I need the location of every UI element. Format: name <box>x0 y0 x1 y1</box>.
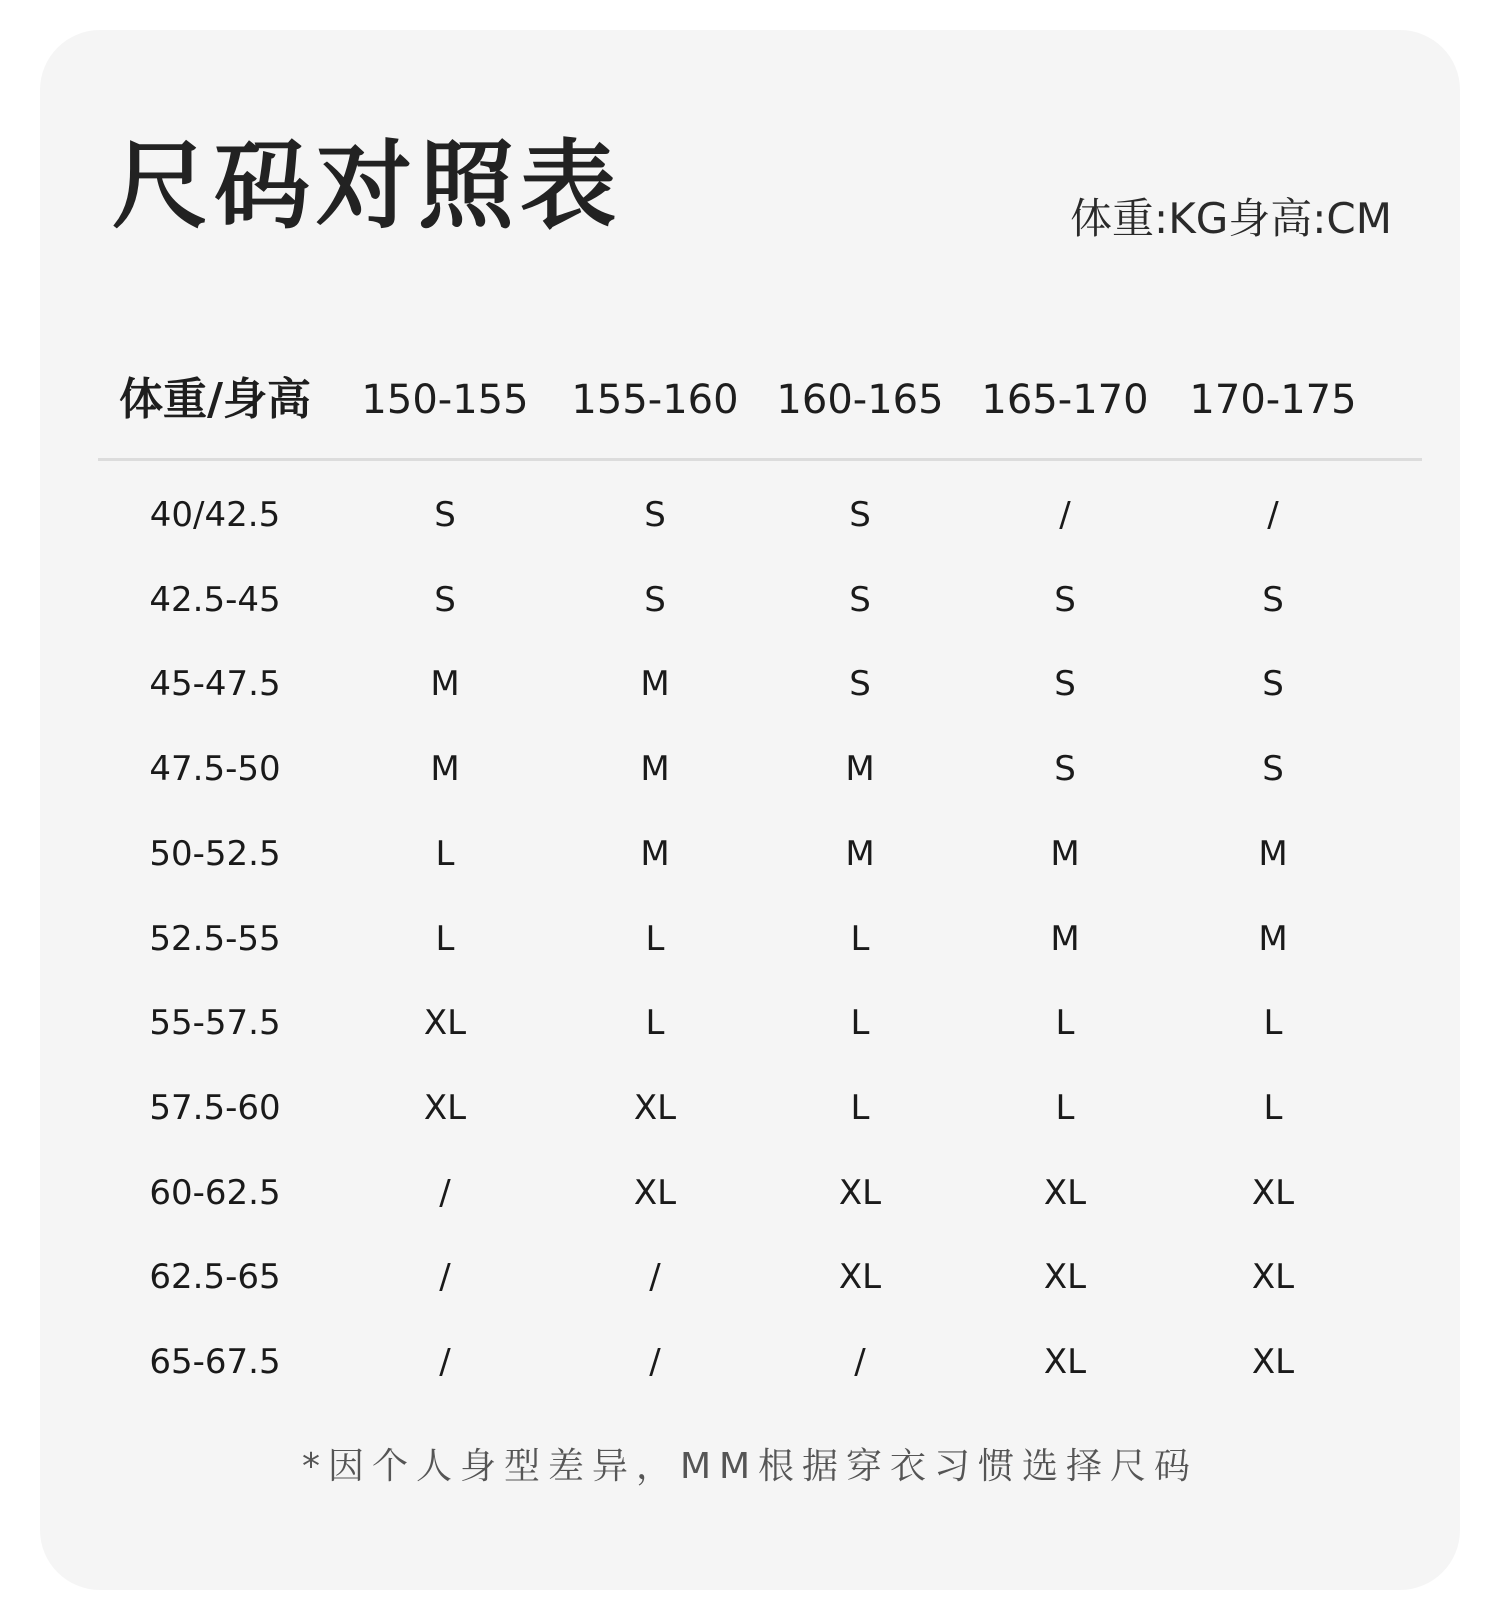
header-height-range: 165-170 <box>981 377 1149 423</box>
row-weight-label: 57.5-60 <box>149 1087 281 1128</box>
size-cell: S <box>644 579 666 620</box>
footnote: *因个人身型差异，MM根据穿衣习惯选择尺码 <box>301 1446 1199 1487</box>
row-weight-label: 45-47.5 <box>149 664 281 705</box>
size-cell: S <box>1054 664 1076 705</box>
size-cell: / <box>1059 495 1071 535</box>
size-cell: XL <box>1043 1172 1087 1213</box>
size-cell: XL <box>1043 1257 1087 1298</box>
row-weight-label: 50-52.5 <box>149 833 281 874</box>
size-cell: S <box>434 579 456 620</box>
row-weight-label: 60-62.5 <box>149 1172 281 1213</box>
size-cell: S <box>849 495 871 535</box>
size-cell: S <box>644 495 666 535</box>
size-cell: L <box>645 1003 665 1044</box>
row-weight-label: 62.5-65 <box>149 1257 281 1298</box>
row-weight-label: 65-67.5 <box>149 1342 281 1382</box>
size-cell: XL <box>633 1087 677 1128</box>
size-cell: / <box>439 1172 451 1213</box>
size-cell: S <box>1054 579 1076 620</box>
row-weight-label: 42.5-45 <box>149 579 281 620</box>
size-cell: / <box>649 1342 661 1382</box>
size-cell: S <box>849 664 871 705</box>
size-cell: M <box>845 749 875 790</box>
size-cell: XL <box>838 1172 882 1213</box>
row-weight-label: 47.5-50 <box>149 749 281 790</box>
size-cell: M <box>1258 918 1288 959</box>
header-divider <box>98 458 1422 461</box>
size-cell: M <box>640 749 670 790</box>
size-cell: / <box>1267 495 1279 535</box>
size-cell: M <box>1258 833 1288 874</box>
size-cell: L <box>850 918 870 959</box>
row-weight-label: 40/42.5 <box>149 495 281 535</box>
units-label: 体重:KG身高:CM <box>1070 194 1392 243</box>
size-cell: M <box>1050 918 1080 959</box>
size-cell: L <box>645 918 665 959</box>
size-cell: L <box>1263 1087 1283 1128</box>
page-title: 尺码对照表 <box>112 130 622 242</box>
size-cell: XL <box>633 1172 677 1213</box>
size-cell: / <box>854 1342 866 1382</box>
size-cell: XL <box>1043 1342 1087 1382</box>
size-table <box>40 30 1460 1590</box>
size-cell: M <box>640 833 670 874</box>
size-cell: M <box>430 664 460 705</box>
size-cell: XL <box>1251 1172 1295 1213</box>
size-cell: XL <box>1251 1257 1295 1298</box>
size-cell: M <box>640 664 670 705</box>
header-height-range: 160-165 <box>776 377 944 423</box>
header-height-range: 170-175 <box>1189 377 1357 423</box>
size-cell: M <box>845 833 875 874</box>
size-cell: L <box>1263 1003 1283 1044</box>
header-height-range: 155-160 <box>571 377 739 423</box>
size-cell: L <box>435 833 455 874</box>
size-cell: / <box>649 1257 661 1298</box>
header-height-range: 150-155 <box>361 377 529 423</box>
size-cell: XL <box>1251 1342 1295 1382</box>
size-cell: S <box>1262 579 1284 620</box>
row-weight-label: 55-57.5 <box>149 1003 281 1044</box>
size-cell: L <box>435 918 455 959</box>
size-cell: XL <box>423 1087 467 1128</box>
size-cell: XL <box>838 1257 882 1298</box>
size-chart-card <box>40 30 1460 1590</box>
size-cell: M <box>430 749 460 790</box>
size-cell: / <box>439 1257 451 1298</box>
row-weight-label: 52.5-55 <box>149 918 281 959</box>
size-cell: S <box>1262 749 1284 790</box>
size-cell: L <box>850 1003 870 1044</box>
size-cell: L <box>1055 1003 1075 1044</box>
size-cell: S <box>1262 664 1284 705</box>
size-cell: / <box>439 1342 451 1382</box>
size-cell: XL <box>423 1003 467 1044</box>
size-cell: S <box>1054 749 1076 790</box>
header-weight-height: 体重/身高 <box>118 374 312 425</box>
size-cell: M <box>1050 833 1080 874</box>
size-cell: S <box>849 579 871 620</box>
size-cell: L <box>1055 1087 1075 1128</box>
size-cell: S <box>434 495 456 535</box>
size-cell: L <box>850 1087 870 1128</box>
